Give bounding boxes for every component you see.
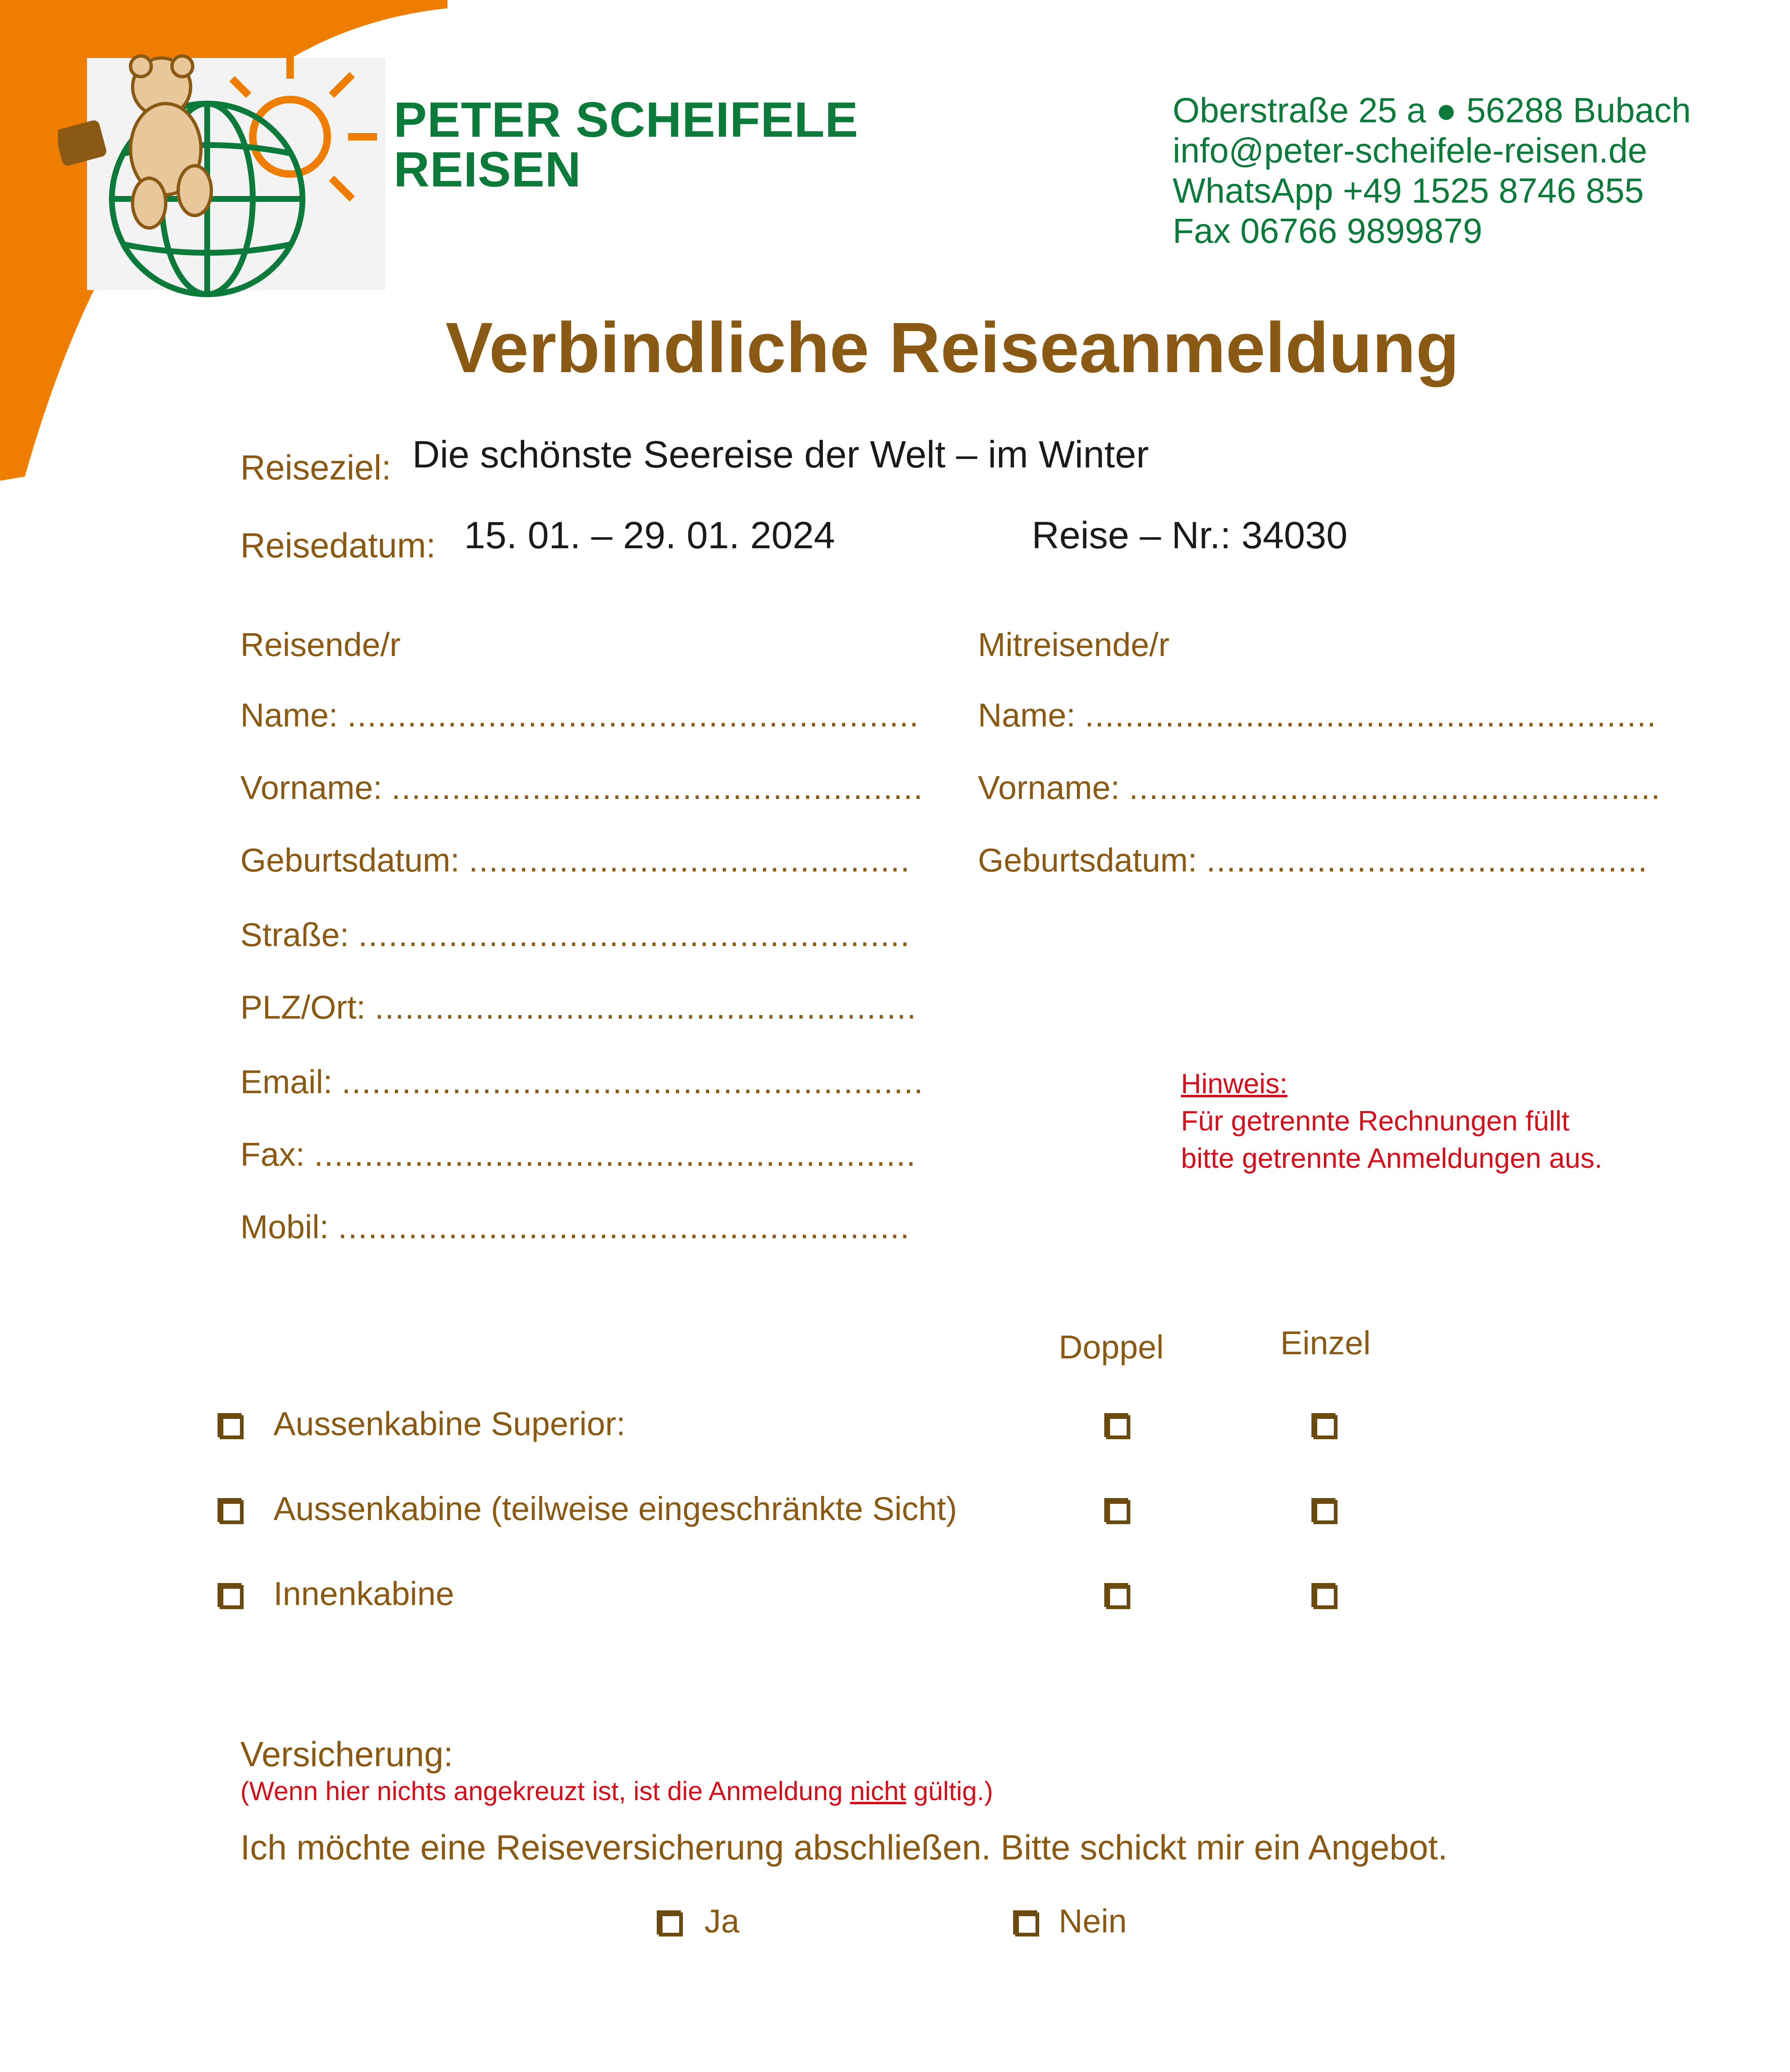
field-label: PLZ/Ort:: [240, 989, 366, 1026]
contact-fax: Fax 06766 9899879: [1173, 211, 1483, 250]
destination-label: Reiseziel:: [240, 448, 392, 487]
traveler-street-field[interactable]: [240, 916, 910, 954]
destination-value: Die schönste Seereise der Welt – im Winter: [412, 433, 1149, 476]
cotraveler-firstname-field[interactable]: [978, 769, 1661, 807]
note-heading: Hinweis:: [1181, 1068, 1287, 1099]
trip-number: Reise – Nr.: 34030: [1032, 514, 1348, 557]
column-double: Doppel: [1059, 1329, 1164, 1365]
field-label: Mobil:: [240, 1208, 329, 1245]
insurance-warning-pre: (Wenn hier nichts angekreuzt ist, ist die Anmeldung: [240, 1776, 850, 1806]
brand-name-line1: PETER SCHEIFELE: [394, 92, 859, 148]
field-label: Vorname:: [240, 769, 382, 806]
note-line1: Für getrennte Rechnungen füllt: [1181, 1105, 1570, 1137]
traveler-heading: Reisende/r: [240, 626, 401, 663]
date-value: 15. 01. – 29. 01. 2024: [464, 514, 835, 557]
field-dots: ............................................................: [314, 1136, 917, 1173]
cabin-superior-label: Aussenkabine Superior:: [273, 1405, 626, 1442]
note-line2: bitte getrennte Anmeldungen aus.: [1181, 1143, 1602, 1174]
field-label: Name:: [240, 697, 338, 733]
insurance-warning: [240, 1776, 993, 1806]
cabin-inside-double-checkbox[interactable]: [1106, 1585, 1130, 1609]
insurance-heading: Versicherung:: [240, 1735, 453, 1774]
cabin-limited-view-single-checkbox[interactable]: [1313, 1500, 1338, 1524]
field-label: Geburtsdatum:: [240, 842, 460, 879]
cotraveler-birthdate-field[interactable]: [978, 841, 1648, 879]
traveler-zipcity-field[interactable]: [240, 988, 917, 1026]
insurance-no-checkbox[interactable]: [1015, 1912, 1039, 1936]
note-block: [1181, 1065, 1602, 1177]
contact-address: Oberstraße 25 a ● 56288 Bubach: [1173, 91, 1691, 130]
field-dots: .........................................................: [347, 697, 919, 733]
column-single: Einzel: [1280, 1324, 1371, 1361]
field-dots: ......................................................: [375, 989, 917, 1026]
field-dots: .....................................................: [1129, 769, 1661, 806]
cabin-superior-checkbox[interactable]: [220, 1415, 244, 1439]
traveler-name-field[interactable]: [240, 696, 919, 734]
company-logo: [58, 41, 859, 298]
field-label: Email:: [240, 1063, 333, 1100]
insurance-yes-label: Ja: [704, 1903, 740, 1939]
field-label: Name:: [978, 697, 1076, 733]
cabin-limited-view-label: Aussenkabine (teilweise eingeschränkte Sicht): [273, 1490, 957, 1527]
insurance-warning-post: gültig.): [906, 1776, 993, 1806]
traveler-fax-field[interactable]: [240, 1135, 916, 1174]
cabin-superior-single-checkbox[interactable]: [1313, 1415, 1338, 1439]
field-dots: ..........................................................: [341, 1063, 924, 1100]
field-dots: .......................................................: [358, 916, 911, 953]
insurance-no-label: Nein: [1059, 1903, 1127, 1939]
cabin-limited-view-checkbox[interactable]: [220, 1500, 244, 1524]
field-label: Fax:: [240, 1136, 305, 1173]
traveler-birthdate-field[interactable]: [240, 841, 910, 879]
field-label: Vorname:: [978, 769, 1120, 806]
traveler-mobile-field[interactable]: [240, 1208, 910, 1246]
insurance-yes-checkbox[interactable]: [659, 1912, 683, 1936]
cabin-limited-view-double-checkbox[interactable]: [1106, 1500, 1130, 1524]
field-dots: ............................................: [469, 842, 911, 879]
globe-bear-icon: [58, 41, 414, 298]
field-label: Straße:: [240, 916, 349, 953]
contact-whatsapp: WhatsApp +49 1525 8746 855: [1173, 171, 1644, 210]
cabin-inside-label: Innenkabine: [273, 1575, 454, 1612]
traveler-email-field[interactable]: [240, 1063, 924, 1101]
cotraveler-heading: Mitreisende/r: [978, 626, 1170, 663]
contact-block: [1173, 90, 1691, 251]
traveler-firstname-field[interactable]: [240, 769, 924, 807]
cabin-inside-checkbox[interactable]: [220, 1585, 244, 1609]
contact-email[interactable]: info@peter-scheifele-reisen.de: [1173, 131, 1647, 170]
field-dots: .........................................................: [338, 1208, 910, 1245]
brand-name-line2: REISEN: [394, 142, 581, 197]
field-label: Geburtsdatum:: [978, 842, 1197, 879]
date-label: Reisedatum:: [240, 526, 436, 565]
insurance-question: Ich möchte eine Reiseversicherung abschließen. Bitte schickt mir ein Angebot.: [240, 1828, 1448, 1867]
insurance-warning-underlined: nicht: [850, 1776, 906, 1806]
field-dots: ............................................: [1206, 842, 1648, 879]
field-dots: .........................................................: [1084, 697, 1657, 733]
cotraveler-name-field[interactable]: [978, 696, 1657, 734]
cabin-inside-single-checkbox[interactable]: [1313, 1585, 1338, 1609]
field-dots: .....................................................: [391, 769, 924, 806]
page-title: Verbindliche Reiseanmeldung: [445, 308, 1459, 387]
cabin-superior-double-checkbox[interactable]: [1106, 1415, 1130, 1439]
terms-paragraph-1: [238, 2070, 1734, 2072]
